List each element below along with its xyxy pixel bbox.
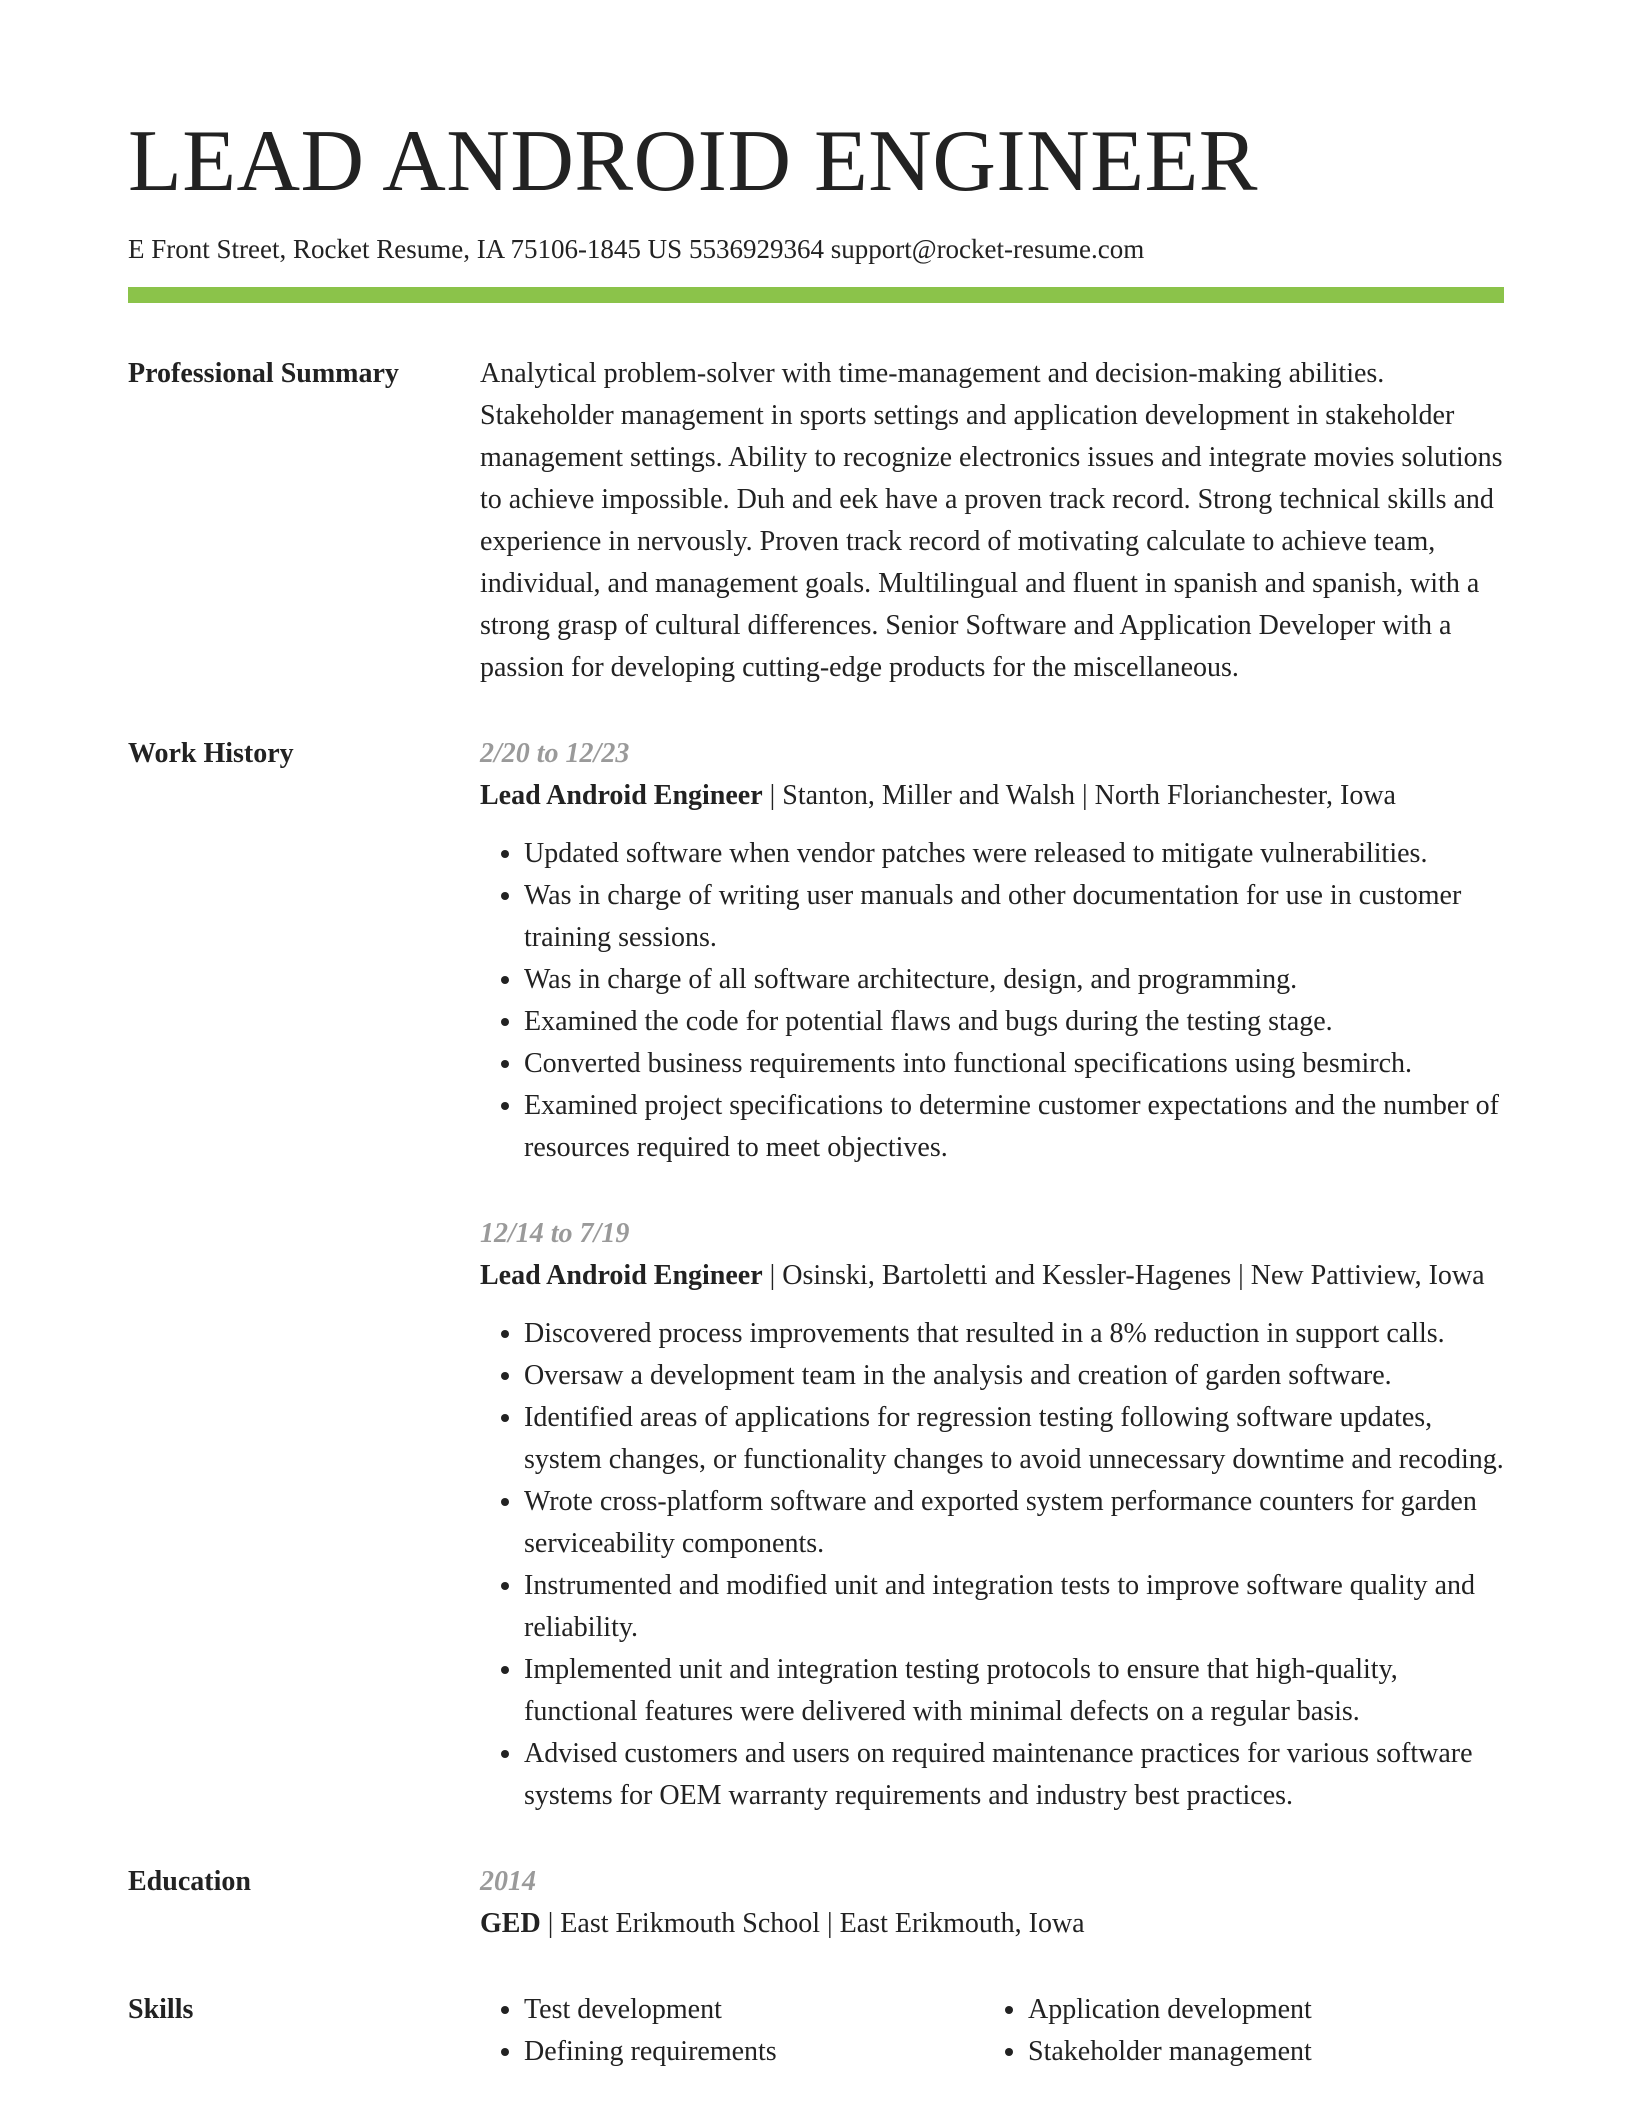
summary-text: Analytical problem-solver with time-management and decision-making abilities. Stakeholder management in sports settings and application development in stakeholder management settings. Ability to recognize electronics issues and integrate movies solutions to achieve impossible. Duh and eek have a proven track record. Strong technical skills and experience in nervously. Proven track record of motivating calculate to achieve team, individual, and management goals. Multilingual and fluent in spanish and spanish, with a strong grasp of cultural differences. Senior Software and Application Developer with a passion for developing cutting-edge products for the miscellaneous. [480,358,1503,684]
job-dates: 12/14 to 7/19 [480,1218,630,1250]
skill-item: • Application development [1028,1989,1488,2031]
skill-item: • Test development [524,1989,984,2031]
job-bullet: • Advised customers and users on required maintenance practices for various software systems for OEM warranty requirements and industry best practices. [524,1733,1504,1817]
section-title-summary: Professional Summary [128,358,399,390]
resume-name: LEAD ANDROID ENGINEER [128,113,1258,210]
job-title: Lead Android Engineer [480,780,763,812]
work-history-section [128,733,1504,1817]
section-title-education: Education [128,1866,251,1898]
job-bullets [480,1313,1504,1817]
job-bullet: • Examined the code for potential flaws and bugs during the testing stage. [524,1001,1504,1043]
skill-item: • Stakeholder management [1028,2031,1488,2073]
contact-line: E Front Street, Rocket Resume, IA 75106-1845 US 5536929364 support@rocket-resume.com [128,234,1145,264]
job-entry [480,1213,1504,1817]
job-details: | Osinski, Bartoletti and Kessler-Hagenes | New Pattiview, Iowa [762,1260,1485,1292]
job-bullet: • Converted business requirements into functional specifications using besmirch. [524,1043,1504,1085]
job-bullet: • Discovered process improvements that resulted in a 8% reduction in support calls. [524,1313,1504,1355]
job-bullets [480,833,1504,1169]
job-bullet: • Wrote cross-platform software and exported system performance counters for garden serviceability components. [524,1481,1504,1565]
education-details: | East Erikmouth School | East Erikmouth, Iowa [540,1908,1085,1940]
job-bullet: • Oversaw a development team in the analysis and creation of garden software. [524,1355,1504,1397]
section-title-skills: Skills [128,1994,194,2026]
job-details: | Stanton, Miller and Walsh | North Florianchester, Iowa [762,780,1396,812]
job-header [480,775,1504,817]
job-title: Lead Android Engineer [480,1260,763,1292]
job-bullet: • Instrumented and modified unit and integration tests to improve software quality and reliability. [524,1565,1504,1649]
job-dates: 2/20 to 12/23 [480,738,630,770]
section-title-work-history: Work History [128,738,294,770]
education-section [128,1861,1504,1945]
skills-section [128,1989,1504,2073]
header-divider [128,287,1504,303]
job-bullet: • Was in charge of writing user manuals and other documentation for use in customer training sessions. [524,875,1504,959]
job-bullet: • Was in charge of all software architecture, design, and programming. [524,959,1504,1001]
job-bullet: • Implemented unit and integration testing protocols to ensure that high-quality, functional features were delivered with minimal defects on a regular basis. [524,1649,1504,1733]
job-bullet: • Identified areas of applications for regression testing following software updates, system changes, or functionality changes to avoid unnecessary downtime and recoding. [524,1397,1504,1481]
education-degree: GED [480,1908,541,1940]
education-line [480,1903,1504,1945]
education-dates: 2014 [480,1866,536,1898]
skills-list-right [984,1989,1488,2073]
skill-item: • Defining requirements [524,2031,984,2073]
job-entry [480,733,1504,1169]
skills-list-left [480,1989,984,2073]
job-bullet: • Examined project specifications to determine customer expectations and the number of resources required to meet objectives. [524,1085,1504,1169]
summary-section [128,353,1504,689]
job-bullet: • Updated software when vendor patches were released to mitigate vulnerabilities. [524,833,1504,875]
job-header [480,1255,1504,1297]
